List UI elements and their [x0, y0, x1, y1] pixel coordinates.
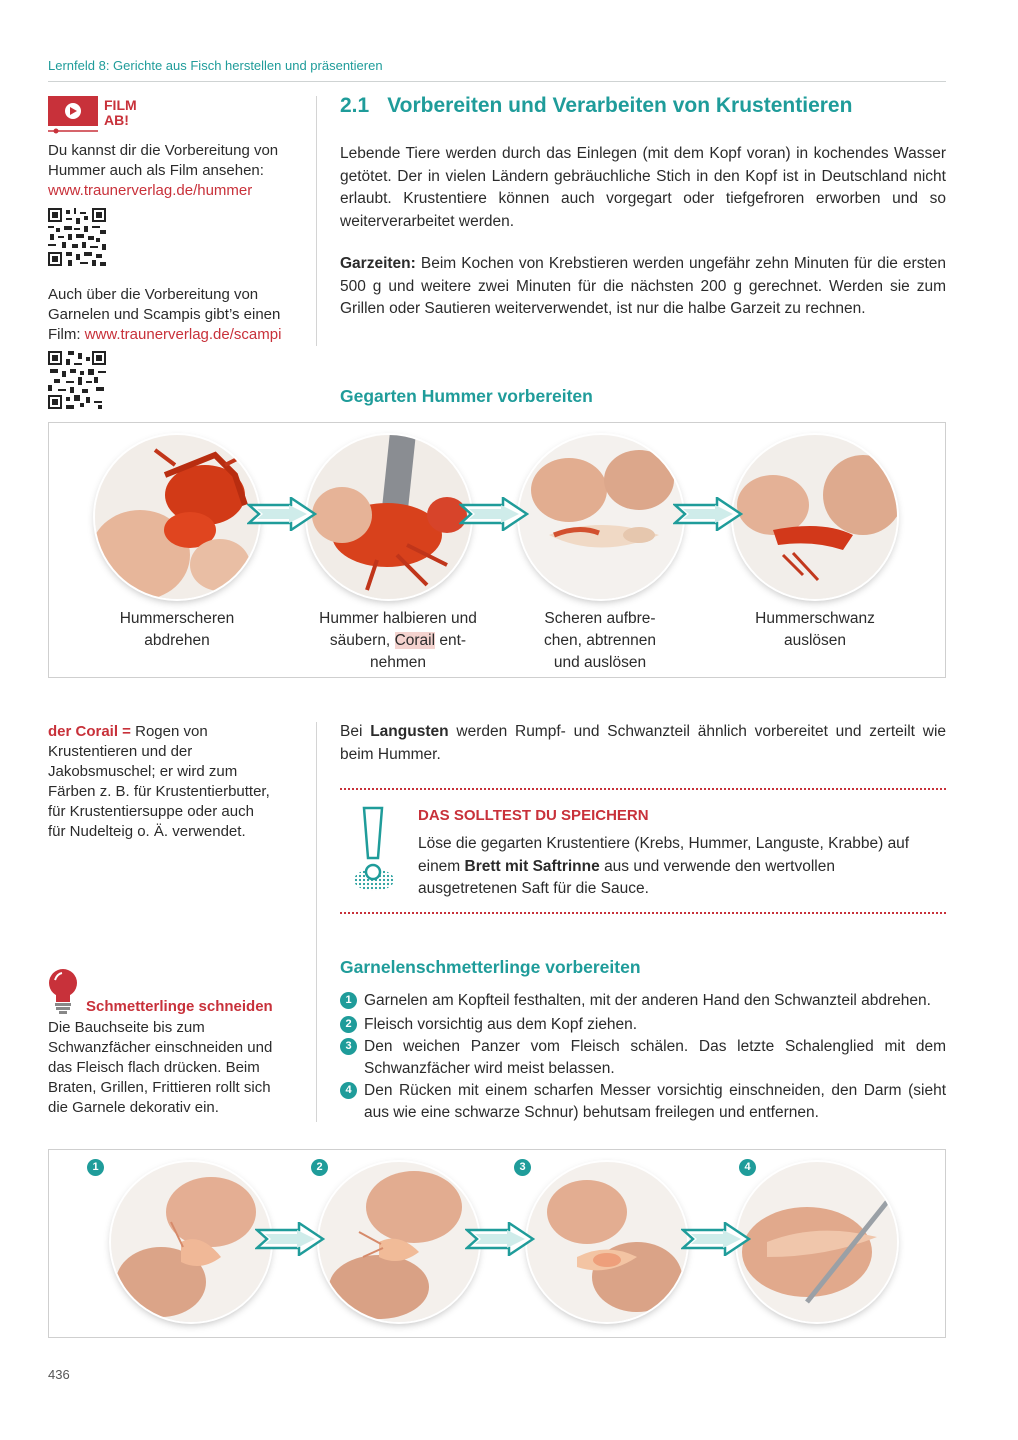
running-head: Lernfeld 8: Gerichte aus Fisch herstellen und präsentieren — [48, 58, 383, 73]
hummer-caption-1: Hummerscheren abdrehen — [119, 610, 235, 649]
hummer-photo-panel — [48, 422, 946, 678]
merke-bottom-border — [340, 912, 946, 914]
column-divider — [316, 722, 317, 1122]
corail-highlight: Corail — [394, 632, 436, 649]
film-label: FILM AB! — [104, 97, 137, 128]
arrow-right-icon — [255, 1222, 325, 1261]
arrow-right-icon — [673, 497, 743, 536]
hummer-caption-4: Hummerschwanz auslösen — [755, 610, 875, 649]
film-text-scampi: Auch über die Vorbereitung von Garnelen und Scampis gibt’s einen Film: www.traunerverlag.de/scampi — [48, 286, 282, 343]
step-number-badge: 4 — [340, 1082, 357, 1099]
photo-number-badge: 3 — [514, 1159, 531, 1176]
garzeiten-label: Garzeiten: — [340, 255, 416, 272]
photo-number-badge: 1 — [87, 1159, 104, 1176]
step-number-badge: 3 — [340, 1038, 357, 1055]
garzeiten-paragraph: Garzeiten: Beim Kochen von Krebstieren werden ungefähr zehn Minuten für die ersten 500 g und weitere zwei Minuten für die nächsten 200 g gerechnet. Werden sie zum Grillen oder Sautieren weiterverwendet, ist nur die halbe Garzeit zu rechnen. — [340, 255, 946, 317]
corail-term: der Corail = — [48, 723, 131, 740]
photo-garnele-step-2 — [319, 1162, 479, 1322]
garnelen-step-2: 2 Fleisch vorsichtig aus dem Kopf ziehen. — [340, 1014, 946, 1036]
photo-number-badge: 2 — [311, 1159, 328, 1176]
intro-paragraph: Lebende Tiere werden durch das Einlegen (mit dem Kopf voran) in kochendes Wasser getötet. Der in vielen Ländern gebräuchliche Stich in den Kopf ist in Deutschland nicht erlaubt. Krustentiere können auch vorgegart oder tiefgefroren erworben und so weiterverarbeitet werden. — [340, 145, 946, 230]
merke-title: DAS SOLLTEST DU SPEICHERN — [418, 807, 649, 824]
arrow-right-icon — [247, 497, 317, 536]
corail-definition: der Corail = Rogen von Krustentieren und der Jakobsmuschel; er wird zum Färben z. B. für Krustentierbutter, für Krustentiersuppe oder auch für Nudelteig o. Ä. verwendet. — [48, 723, 270, 840]
header-rule — [48, 81, 946, 82]
lightbulb-icon — [46, 968, 80, 1014]
merke-top-border — [340, 788, 946, 790]
tip-title: Schmetterlinge schneiden — [86, 998, 273, 1015]
arrow-right-icon — [681, 1222, 751, 1261]
garnelen-step-4: 4 Den Rücken mit einem scharfen Messer vorsichtig einschneiden, den Darm (sieht aus wie eine schwarze Schnur) behutsam freilegen und entfernen. — [340, 1080, 946, 1124]
section-title-text: Vorbereiten und Verarbeiten von Krustentieren — [387, 94, 853, 117]
garnelen-step-3: 3 Den weichen Panzer vom Fleisch schälen. Das letzte Schalenglied mit dem Schwanzfächer wird meist belassen. — [340, 1036, 946, 1080]
photo-hummer-step-1 — [95, 435, 259, 599]
hummer-subhead: Gegarten Hummer vorbereiten — [340, 386, 593, 406]
section-number: 2.1 — [340, 94, 370, 117]
garnelen-subhead: Garnelenschmetterlinge vorbereiten — [340, 957, 641, 977]
photo-hummer-step-3 — [519, 435, 683, 599]
qr-code-icon[interactable] — [48, 208, 106, 266]
exclamation-icon — [350, 806, 396, 892]
film-link-hummer[interactable]: www.traunerverlag.de/hummer — [48, 182, 253, 199]
section-title — [340, 94, 852, 118]
photo-hummer-step-2 — [307, 435, 471, 599]
photo-garnele-step-4 — [737, 1162, 897, 1322]
photo-number-badge: 4 — [739, 1159, 756, 1176]
arrow-right-icon — [465, 1222, 535, 1261]
merke-text: Löse die gegarten Krustentiere (Krebs, Hummer, Languste, Krabbe) auf einem Brett mit Saftrinne aus und verwende den wertvollen ausgetretenen Saft für die Sauce. — [418, 835, 910, 897]
arrow-right-icon — [459, 497, 529, 536]
film-text-hummer: Du kannst dir die Vorbereitung von Hummer auch als Film ansehen: www.traunerverlag.de/hummer — [48, 142, 279, 199]
step-number-badge: 2 — [340, 1016, 357, 1033]
tip-text: Die Bauchseite bis zum Schwanzfächer einschneiden und das Fleisch flach drücken. Beim Braten, Grillen, Frittieren rollt sich die Garnele dekorativ ein. — [48, 1019, 273, 1116]
garnelen-step-1: 1 Garnelen am Kopfteil festhalten, mit der anderen Hand den Schwanzteil abdrehen. — [340, 990, 946, 1012]
photo-garnele-step-1 — [111, 1162, 271, 1322]
page-number: 436 — [48, 1367, 70, 1382]
film-icon — [48, 96, 98, 134]
photo-garnele-step-3 — [527, 1162, 687, 1322]
qr-code-icon[interactable] — [48, 351, 106, 409]
column-divider — [316, 96, 317, 346]
langusten-paragraph: Bei Langusten werden Rumpf- und Schwanzteil ähnlich vorbereitet und zerteilt wie beim Hummer. — [340, 723, 947, 763]
hummer-caption-3: Scheren aufbre- chen, abtrennen und auslösen — [543, 610, 657, 671]
hummer-caption-2: Hummer halbieren und säubern, Corail ent- nehmen — [319, 610, 477, 671]
garnelen-photo-panel — [48, 1149, 946, 1338]
photo-hummer-step-4 — [733, 435, 897, 599]
step-number-badge: 1 — [340, 992, 357, 1009]
film-link-scampi[interactable]: www.traunerverlag.de/scampi — [84, 326, 282, 343]
